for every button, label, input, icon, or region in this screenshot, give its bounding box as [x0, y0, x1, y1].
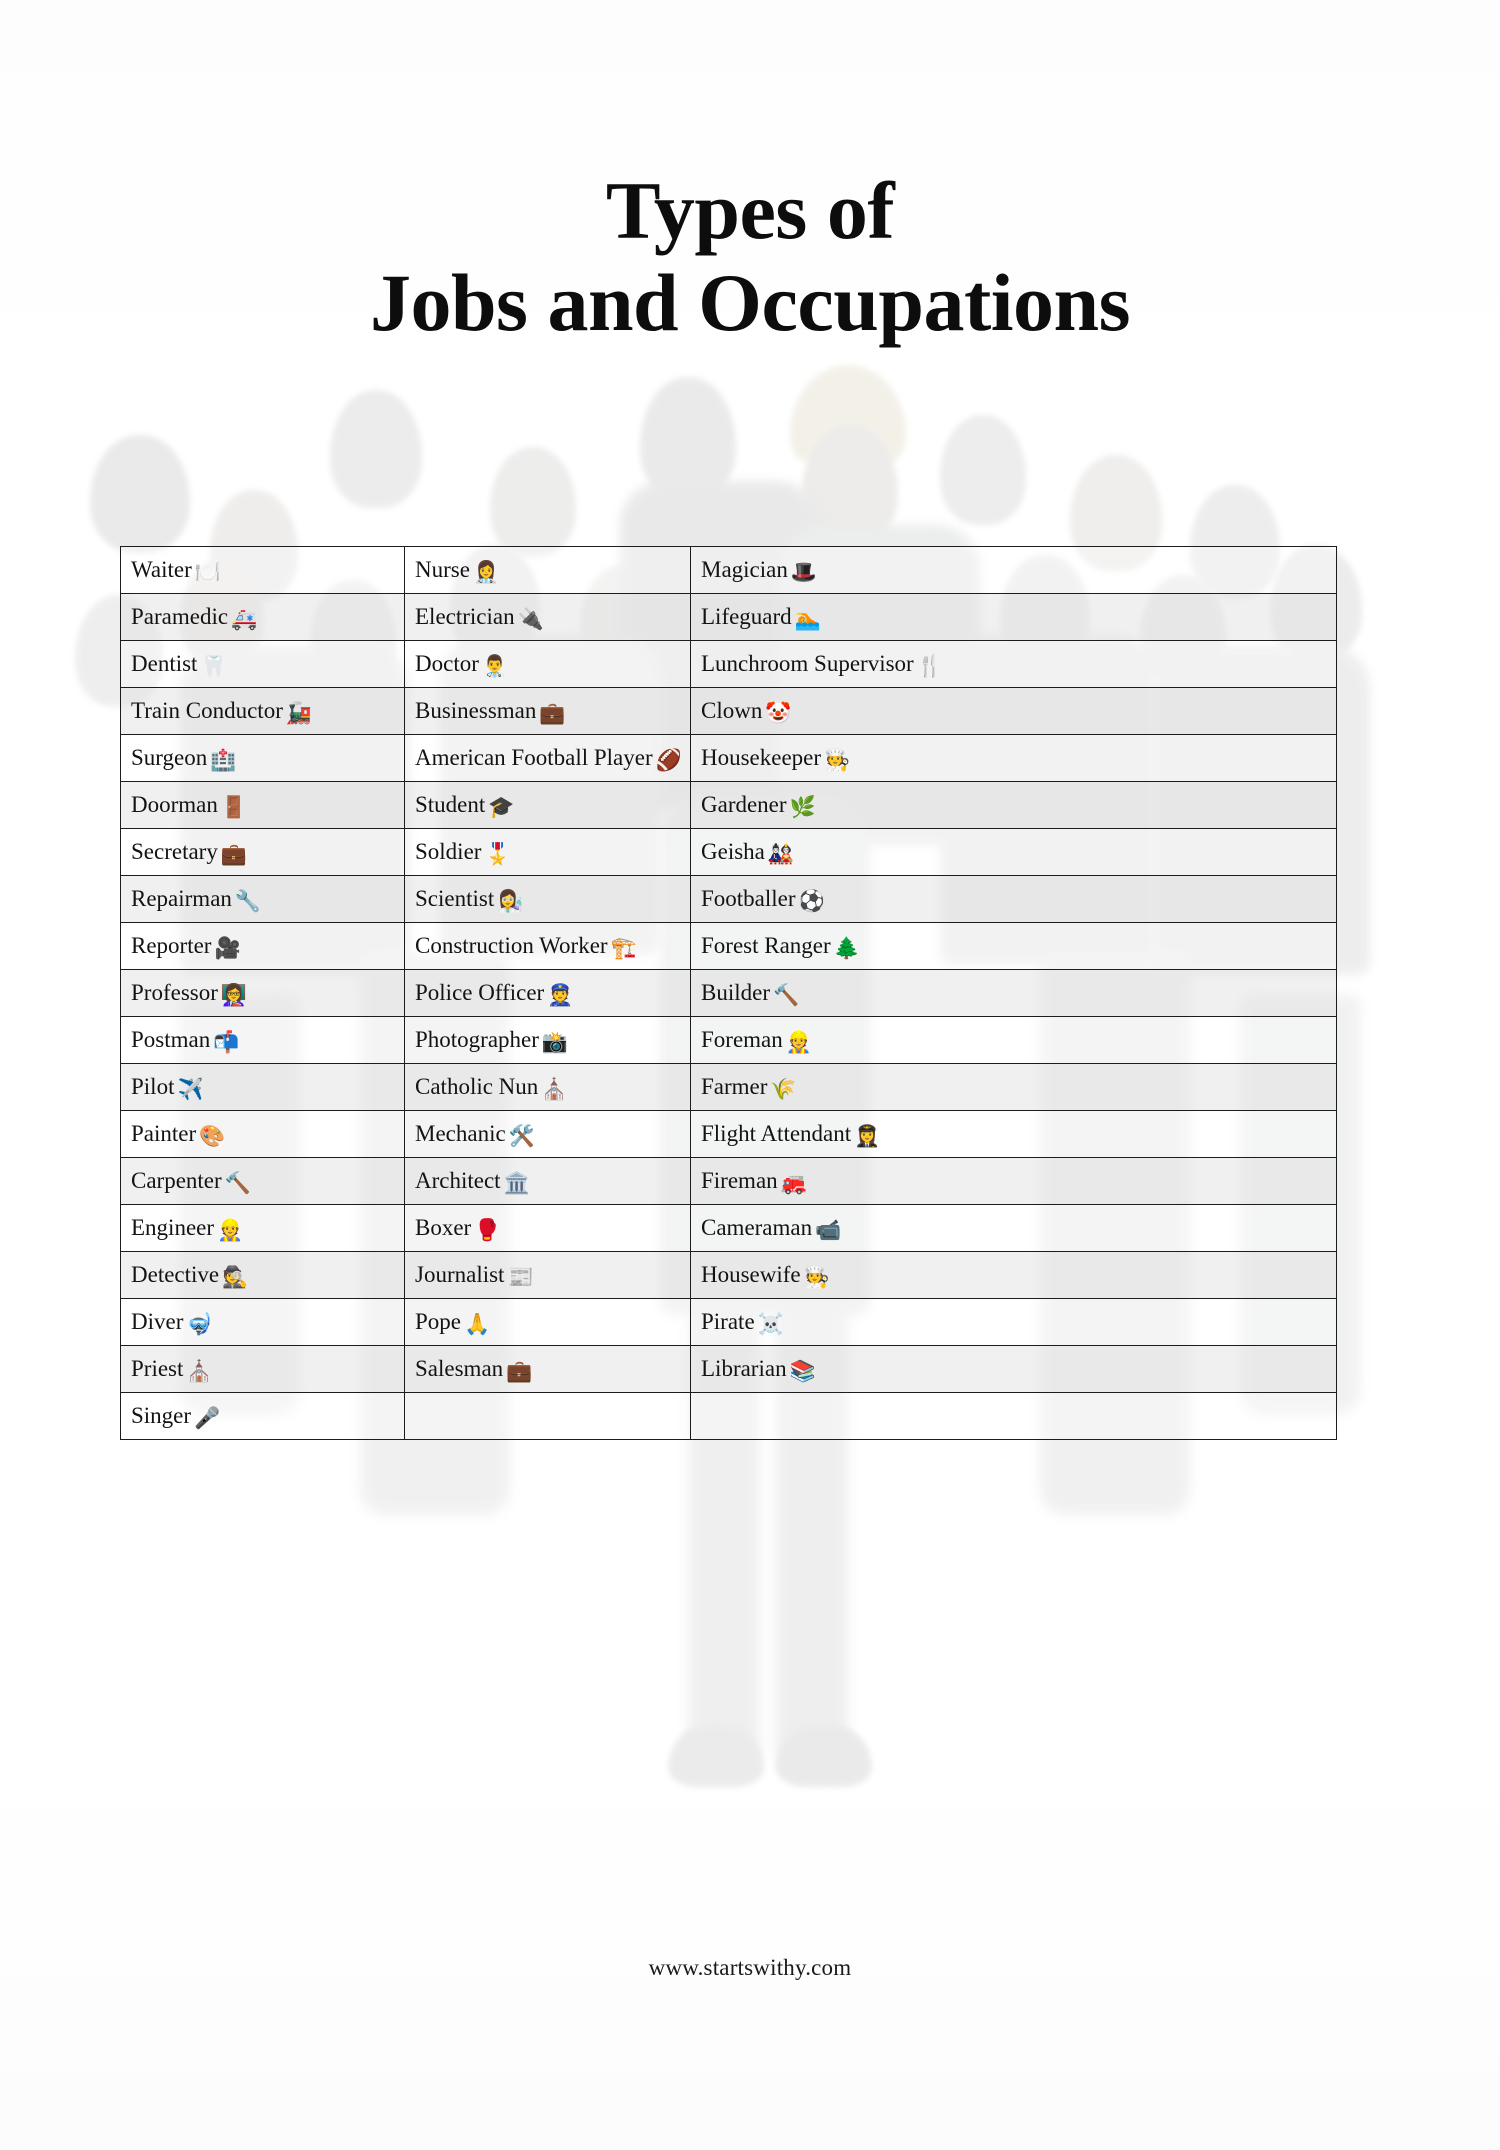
table-cell-occupation	[121, 970, 405, 1017]
movie-camera-icon: 🎥	[214, 936, 241, 960]
hammer-icon: 🔨	[224, 1171, 251, 1195]
table-row	[121, 1393, 1337, 1440]
table-cell-occupation	[121, 876, 405, 923]
occupation-label: Reporter	[131, 933, 212, 958]
table-cell-occupation	[121, 1299, 405, 1346]
boxing-glove-icon: 🥊	[474, 1218, 501, 1242]
occupation-label: Police Officer	[415, 980, 545, 1005]
occupation-label: Doorman	[131, 792, 218, 817]
occupation-label: Student	[415, 792, 486, 817]
occupation-label: Scientist	[415, 886, 495, 911]
building-construction-icon: 🏗️	[610, 936, 637, 960]
clown-face-icon: 🤡	[765, 701, 792, 725]
table-cell-occupation	[121, 688, 405, 735]
page-title	[0, 165, 1500, 349]
occupation-label: Housekeeper	[701, 745, 822, 770]
table-row	[121, 547, 1337, 594]
table-cell-occupation	[691, 1252, 1337, 1299]
briefcase-icon: 💼	[220, 842, 247, 866]
woman-health-worker-icon: 👩‍⚕️	[472, 560, 500, 584]
occupation-label: Dentist	[131, 651, 198, 676]
table-cell-occupation	[405, 923, 691, 970]
occupation-label: Waiter	[131, 557, 192, 582]
ambulance-icon: 🚑	[231, 607, 258, 631]
website-footer: www.startswithy.com	[648, 1955, 852, 1980]
table-cell-occupation	[691, 735, 1337, 782]
table-cell-occupation	[121, 1346, 405, 1393]
table-cell-occupation	[405, 1111, 691, 1158]
occupation-label: Footballer	[701, 886, 796, 911]
occupations-table-body	[121, 547, 1337, 1440]
evergreen-tree-icon: 🌲	[833, 936, 860, 960]
table-cell-occupation	[405, 1064, 691, 1111]
table-cell-occupation	[121, 1205, 405, 1252]
occupation-label: Postman	[131, 1027, 211, 1052]
occupation-label: Magician	[701, 557, 788, 582]
occupation-label: Repairman	[131, 886, 232, 911]
table-cell-occupation	[405, 688, 691, 735]
table-cell-empty	[405, 1393, 691, 1440]
occupation-label: Doctor	[415, 651, 479, 676]
books-icon: 📚	[789, 1359, 816, 1383]
occupation-label: Mechanic	[415, 1121, 506, 1146]
fire-engine-icon: 🚒	[780, 1171, 807, 1195]
police-officer-icon: 👮	[547, 983, 574, 1007]
table-row	[121, 1346, 1337, 1393]
military-medal-icon: 🎖️	[484, 842, 511, 866]
table-cell-occupation	[121, 641, 405, 688]
occupation-label: Clown	[701, 698, 763, 723]
occupation-label: Flight Attendant	[701, 1121, 852, 1146]
classical-building-icon: 🏛️	[503, 1171, 530, 1195]
woman-teacher-icon: 👩‍🏫	[220, 983, 248, 1007]
occupation-label: Detective	[131, 1262, 220, 1287]
occupation-label: Businessman	[415, 698, 537, 723]
page-title-line-1: Types of	[605, 164, 895, 256]
table-cell-occupation	[691, 1017, 1337, 1064]
man-health-worker-icon: 👨‍⚕️	[481, 654, 509, 678]
table-row	[121, 1252, 1337, 1299]
occupation-label: American Football Player	[415, 745, 653, 770]
occupation-label: Architect	[415, 1168, 501, 1193]
video-camera-icon: 📹	[815, 1218, 842, 1242]
church-icon: ⛪	[186, 1359, 213, 1383]
occupation-label: Secretary	[131, 839, 218, 864]
occupation-label: Pilot	[131, 1074, 175, 1099]
table-cell-occupation	[691, 594, 1337, 641]
table-row	[121, 1064, 1337, 1111]
occupation-label: Farmer	[701, 1074, 768, 1099]
door-icon: 🚪	[220, 795, 248, 819]
detective-icon: 🕵️	[222, 1265, 249, 1289]
table-row	[121, 782, 1337, 829]
table-cell-occupation	[691, 782, 1337, 829]
table-cell-occupation	[405, 594, 691, 641]
table-cell-occupation	[121, 1252, 405, 1299]
occupation-label: Fireman	[701, 1168, 778, 1193]
occupation-label: Soldier	[415, 839, 482, 864]
skull-and-crossbones-icon: ☠️	[757, 1312, 784, 1336]
table-cell-occupation	[691, 688, 1337, 735]
occupation-label: Geisha	[701, 839, 765, 864]
swimmer-icon: 🏊	[794, 607, 821, 631]
occupation-label: Housewife	[701, 1262, 801, 1287]
table-cell-occupation	[691, 829, 1337, 876]
occupation-label: Painter	[131, 1121, 197, 1146]
table-row	[121, 923, 1337, 970]
occupation-label: Carpenter	[131, 1168, 222, 1193]
occupation-label: Pirate	[701, 1309, 755, 1334]
table-cell-occupation	[691, 1064, 1337, 1111]
occupation-label: Train Conductor	[131, 698, 283, 723]
occupation-label: Paramedic	[131, 604, 229, 629]
table-cell-occupation	[691, 1299, 1337, 1346]
construction-worker-icon: 👷	[217, 1218, 244, 1242]
occupation-label: Salesman	[415, 1356, 504, 1381]
occupation-label: Lunchroom Supervisor	[701, 651, 914, 676]
occupation-label: Singer	[131, 1403, 192, 1428]
table-row	[121, 1299, 1337, 1346]
table-row	[121, 1111, 1337, 1158]
table-cell-occupation	[121, 1393, 405, 1440]
table-cell-occupation	[405, 1252, 691, 1299]
herb-icon: 🌿	[789, 795, 816, 819]
table-row	[121, 829, 1337, 876]
tooth-icon: 🦷	[200, 654, 227, 678]
artist-palette-icon: 🎨	[199, 1124, 226, 1148]
occupation-label: Librarian	[701, 1356, 787, 1381]
airplane-icon: ✈️	[177, 1077, 204, 1101]
woman-scientist-icon: 👩‍🔬	[497, 889, 524, 913]
occupation-label: Lifeguard	[701, 604, 792, 629]
table-cell-occupation	[121, 1064, 405, 1111]
table-row	[121, 1158, 1337, 1205]
table-cell-occupation	[691, 1158, 1337, 1205]
table-cell-occupation	[405, 829, 691, 876]
table-cell-occupation	[405, 1205, 691, 1252]
table-row	[121, 735, 1337, 782]
table-cell-occupation	[405, 876, 691, 923]
occupation-label: Cameraman	[701, 1215, 813, 1240]
locomotive-icon: 🚂	[285, 701, 313, 725]
occupation-label: Photographer	[415, 1027, 539, 1052]
briefcase-icon: 💼	[506, 1359, 533, 1383]
table-row	[121, 641, 1337, 688]
occupation-label: Priest	[131, 1356, 184, 1381]
occupation-label: Foreman	[701, 1027, 783, 1052]
page-title-line-2: Jobs and Occupations	[369, 256, 1131, 348]
briefcase-icon: 💼	[539, 701, 566, 725]
table-cell-occupation	[121, 1158, 405, 1205]
graduation-cap-icon: 🎓	[488, 795, 515, 819]
microphone-icon: 🎤	[194, 1406, 221, 1430]
table-cell-occupation	[121, 735, 405, 782]
table-cell-occupation	[405, 782, 691, 829]
table-row	[121, 970, 1337, 1017]
occupation-label: Journalist	[415, 1262, 505, 1287]
occupations-table	[120, 546, 1337, 1440]
occupation-label: Nurse	[415, 557, 470, 582]
occupation-label: Pope	[415, 1309, 461, 1334]
occupation-label: Engineer	[131, 1215, 215, 1240]
table-cell-occupation	[691, 1111, 1337, 1158]
table-cell-occupation	[121, 547, 405, 594]
table-cell-occupation	[691, 876, 1337, 923]
table-row	[121, 688, 1337, 735]
table-cell-occupation	[405, 1299, 691, 1346]
occupation-label: Electrician	[415, 604, 515, 629]
japanese-dolls-icon: 🎎	[767, 842, 795, 866]
fork-and-knife-icon: 🍴	[916, 654, 943, 678]
woman-pilot-icon: 👩‍✈️	[854, 1124, 881, 1148]
occupation-label: Boxer	[415, 1215, 472, 1240]
table-cell-occupation	[405, 735, 691, 782]
table-cell-occupation	[691, 1205, 1337, 1252]
table-cell-empty	[691, 1393, 1337, 1440]
table-row	[121, 876, 1337, 923]
table-cell-occupation	[691, 547, 1337, 594]
table-cell-occupation	[691, 970, 1337, 1017]
occupation-label: Surgeon	[131, 745, 208, 770]
mailbox-icon: 📬	[213, 1030, 240, 1054]
hospital-icon: 🏥	[210, 748, 237, 772]
american-football-icon: 🏈	[655, 748, 682, 772]
table-cell-occupation	[121, 1017, 405, 1064]
occupation-label: Professor	[131, 980, 218, 1005]
occupation-label: Forest Ranger	[701, 933, 831, 958]
wrench-icon: 🔧	[234, 889, 262, 913]
soccer-ball-icon: ⚽	[798, 889, 825, 913]
occupation-label: Diver	[131, 1309, 184, 1334]
table-cell-occupation	[405, 1158, 691, 1205]
table-cell-occupation	[405, 1017, 691, 1064]
occupation-label: Catholic Nun	[415, 1074, 539, 1099]
occupation-label: Builder	[701, 980, 770, 1005]
newspaper-icon: 📰	[507, 1265, 534, 1289]
table-cell-occupation	[691, 1346, 1337, 1393]
construction-worker-icon: 👷	[785, 1030, 812, 1054]
sheaf-of-rice-icon: 🌾	[770, 1077, 797, 1101]
table-cell-occupation	[121, 1111, 405, 1158]
hammer-icon: 🔨	[773, 983, 800, 1007]
table-cell-occupation	[121, 829, 405, 876]
occupation-label: Gardener	[701, 792, 787, 817]
fork-and-knife-with-plate-icon: 🍽️	[194, 560, 221, 584]
occupation-label: Construction Worker	[415, 933, 608, 958]
church-icon: ⛪	[541, 1077, 568, 1101]
occupations-table-wrapper	[120, 546, 1336, 1440]
diving-mask-icon: 🤿	[186, 1312, 213, 1336]
table-cell-occupation	[405, 641, 691, 688]
table-row	[121, 1205, 1337, 1252]
table-cell-occupation	[405, 970, 691, 1017]
electric-plug-icon: 🔌	[517, 607, 544, 631]
table-row	[121, 1017, 1337, 1064]
camera-with-flash-icon: 📸	[541, 1030, 569, 1054]
table-cell-occupation	[121, 923, 405, 970]
table-cell-occupation	[405, 1346, 691, 1393]
table-cell-occupation	[121, 782, 405, 829]
table-cell-occupation	[691, 641, 1337, 688]
table-row	[121, 594, 1337, 641]
table-cell-occupation	[691, 923, 1337, 970]
table-cell-occupation	[405, 547, 691, 594]
folded-hands-icon: 🙏	[464, 1312, 491, 1336]
housekeeper-icon: 🧑‍🍳	[824, 748, 851, 772]
table-cell-occupation	[121, 594, 405, 641]
hammer-and-wrench-icon: 🛠️	[508, 1124, 535, 1148]
top-hat-icon: 🎩	[790, 560, 818, 584]
cook-icon: 🧑‍🍳	[803, 1265, 830, 1289]
